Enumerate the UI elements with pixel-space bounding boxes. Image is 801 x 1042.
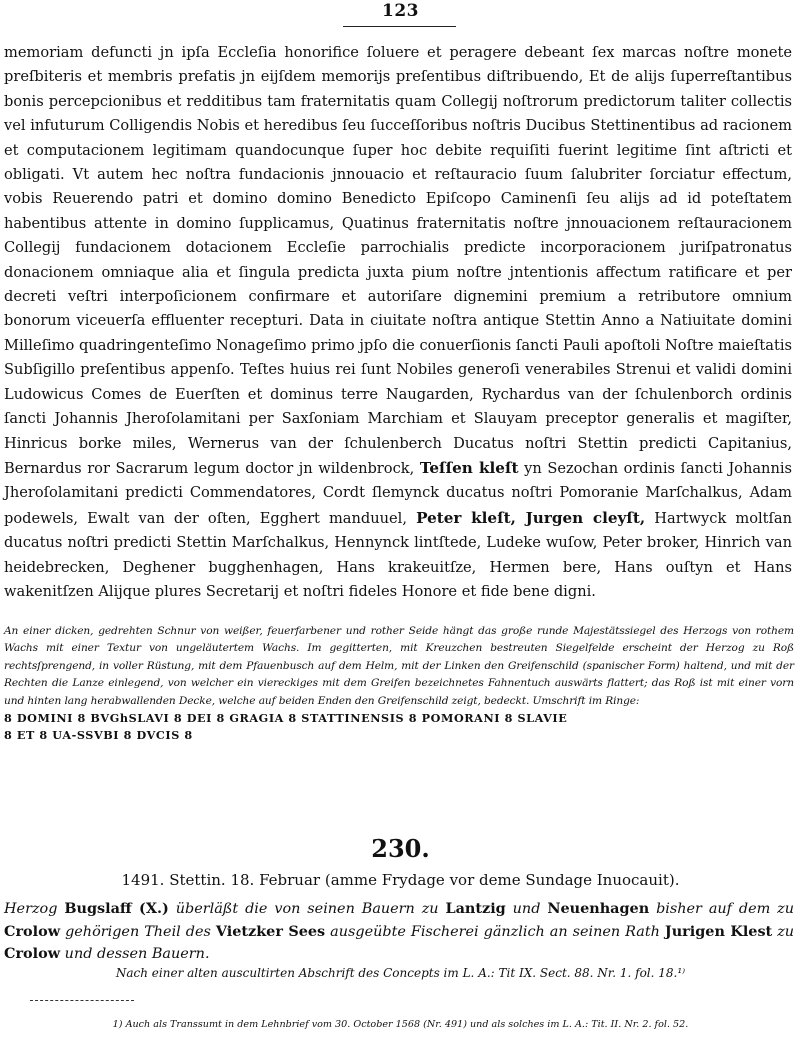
regest-text-c: und (512, 901, 541, 917)
seal-description-text: An einer dicken, gedrehten Schnur von weißer, feuerfarbener und rother Seide hängt das große runde Majestätssiegel des Herzogs von rothem Wachs mit einer Textur von ungeläutertem Wachs. Im gegitterten, mit Kreuzchen bestreuten Siegelfelde erscheint der Herzog zu Roß rechtsſprengend, in voller Rüstung, mit dem Pfauenbusch auf dem Helm, mit der Linken den Greifenschild (spanischer Form) haltend, und mit der Rechten die Lanze einlegend, von welcher ein viereckiges mit dem Greifen bezeichnetes Fahnentuch auswärts flattert; das Roß ist mit einer vorn und hinten lang herabwallenden Decke, welche auf beiden Enden den Greifenschild zeigt, bedeckt. Umschrift im Ringe: (4, 625, 794, 707)
seal-legend-line-2: 8 ET 8 UA-SSVBI 8 DVCIS 8 (4, 728, 193, 743)
charter-text-part-2: yn Sezochan ordinis ſancti Johannis Jheroſolamitani predicti Commendatores, Cordt ſlemynck ducatus noſtri Pomoranie Marſchalkus, Adam podewels, Ewalt van der oſten, Egghert manduuel, (4, 459, 793, 527)
document-dateline: 1491. Stettin. 18. Februar (amme Frydage vor deme Sundage Inuocauit). (121, 871, 680, 889)
seal-legend-line-1: 8 DOMINI 8 BVGhSLAVI 8 DEI 8 GRAGIA 8 STATTINENSIS 8 POMORANI 8 SLAVIE (4, 711, 568, 726)
regest-text-g: zu (777, 923, 795, 940)
charter-text (4, 41, 792, 604)
regest-place-crolow-2: Crolow (4, 945, 61, 962)
regest-text-d: bisher auf dem zu (656, 901, 795, 917)
regest-text-e: gehörigen Theil des (65, 923, 211, 940)
footnote: 1) Auch als Transsumt in dem Lehnbrief vom 30. October 1568 (Nr. 491) und als solches im L. A.: Tit. II. Nr. 2. fol. 52. (112, 1019, 689, 1030)
regest-name-bugslaff: Bugslaff (X.) (64, 900, 169, 917)
document-regest (4, 898, 794, 966)
regest-place-neuenhagen: Neuenhagen (547, 900, 650, 917)
witness-names-peter-jurgen: Peter kleſt, Jurgen cleyſt, (416, 508, 646, 527)
regest-text-b: überläßt die von seinen Bauern zu (175, 901, 439, 917)
witness-name-tessen-klest: Teſſen kleſt (419, 458, 519, 477)
seal-description (4, 623, 794, 745)
source-note: Nach einer alten auscultirten Abschrift des Concepts im L. A.: Tit IX. Sect. 88. Nr. 1. fol. 18.¹⁾ (115, 966, 686, 980)
page-number-rule (343, 26, 456, 27)
regest-place-lantzig: Lantzig (445, 900, 506, 917)
regest-name-jurigen-klest: Jurigen Klest (664, 922, 773, 940)
regest-text-f: ausgeübte Fischerei gänzlich an seinen Rath (330, 923, 660, 940)
regest-text-h: und dessen Bauern. (64, 946, 210, 962)
regest-text-a: Herzog (4, 901, 58, 917)
footnote-rule (30, 1000, 134, 1001)
regest-place-vietzker-sees: Vietzker Sees (215, 922, 326, 940)
page-number: 123 (382, 1, 419, 21)
document-number: 230. (371, 834, 430, 863)
regest-place-crolow: Crolow (4, 922, 61, 940)
charter-text-part-1: memoriam defuncti jn ipſa Eccleſia honorifice ſoluere et peragere debeant ſex marcas noſtre monete preſbiteris et membris prefatis jn eijſdem memorijs preſentibus diſtribuendo, Et de alijs ſuperreſtantibus bonis percepcionibus et redditibus tam fraternitatis quam Collegij noſtrorum predictorum taliter collectis vel infuturum Colligendis Nobis et heredibus ſeu ſucceſſoribus noſtris Ducibus Stettinentibus ad racionem et computacionem legitimam quandocunque ſuper hoc debite requiſiti fuerint legitime ſint aſtricti et obligati. Vt autem hec noſtra fundacionis jnnouacio et reſtauracio ſuum ſalubriter ſorciatur effectum, vobis Reuerendo patri et domino domino Benedicto Epiſcopo Caminenſi ſeu alijs ad id poteſtatem habentibus attente in domino ſupplicamus, Quatinus fraternitatis noſtre jnnouacionem reſtauracionem Collegij fundacionem dotacionem Eccleſie parrochialis predicte incorporacionem juriſpatronatus donacionem omniaque alia et ſingula predicta juxta pium noſtre jntentionis affectum ratificare et per decreti veſtri interpoſicionem confirmare et autoriſare dignemini premium a retributore omnium bonorum viceuerſa effluenter recepturi. Data in ciuitate noſtra antique Stettin Anno a Natiuitate domini Milleſimo quadringenteſimo Nonageſimo primo jpſo die conuerſionis ſancti Pauli apoſtoli Noſtre maieſtatis Subſigillo preſentibus appenſo. Teſtes huius rei ſunt Nobiles generoſi venerabiles Strenui et validi domini Ludowicus Comes de Euerſten et dominus terre Naugarden, Rychardus van der ſchulenborch ordinis ſancti Johannis Jheroſolamitani per Saxſoniam Marchiam et Slauyam preceptor generalis et magiſter, Hinricus borke miles, Wernerus van der ſchulenberch Ducatus noſtri Stettin predicti Capitanius, Bernardus ror Sacrarum legum doctor jn wildenbrock, (4, 44, 792, 477)
charter-text-part-3: Hartwyck moltſan ducatus noſtri predicti Stettin Marſchalkus, Hennynck lintſtede, Ludeke wuſow, Peter broker, Hinrich van heidebrecken, Deghener bugghenhagen, Hans krakeuitſze, Hermen bere, Hans ouſtyn et Hans wakenitſzen Alijque plures Secretarij et noſtri fideles Honore et fide bene digni. (4, 509, 793, 600)
